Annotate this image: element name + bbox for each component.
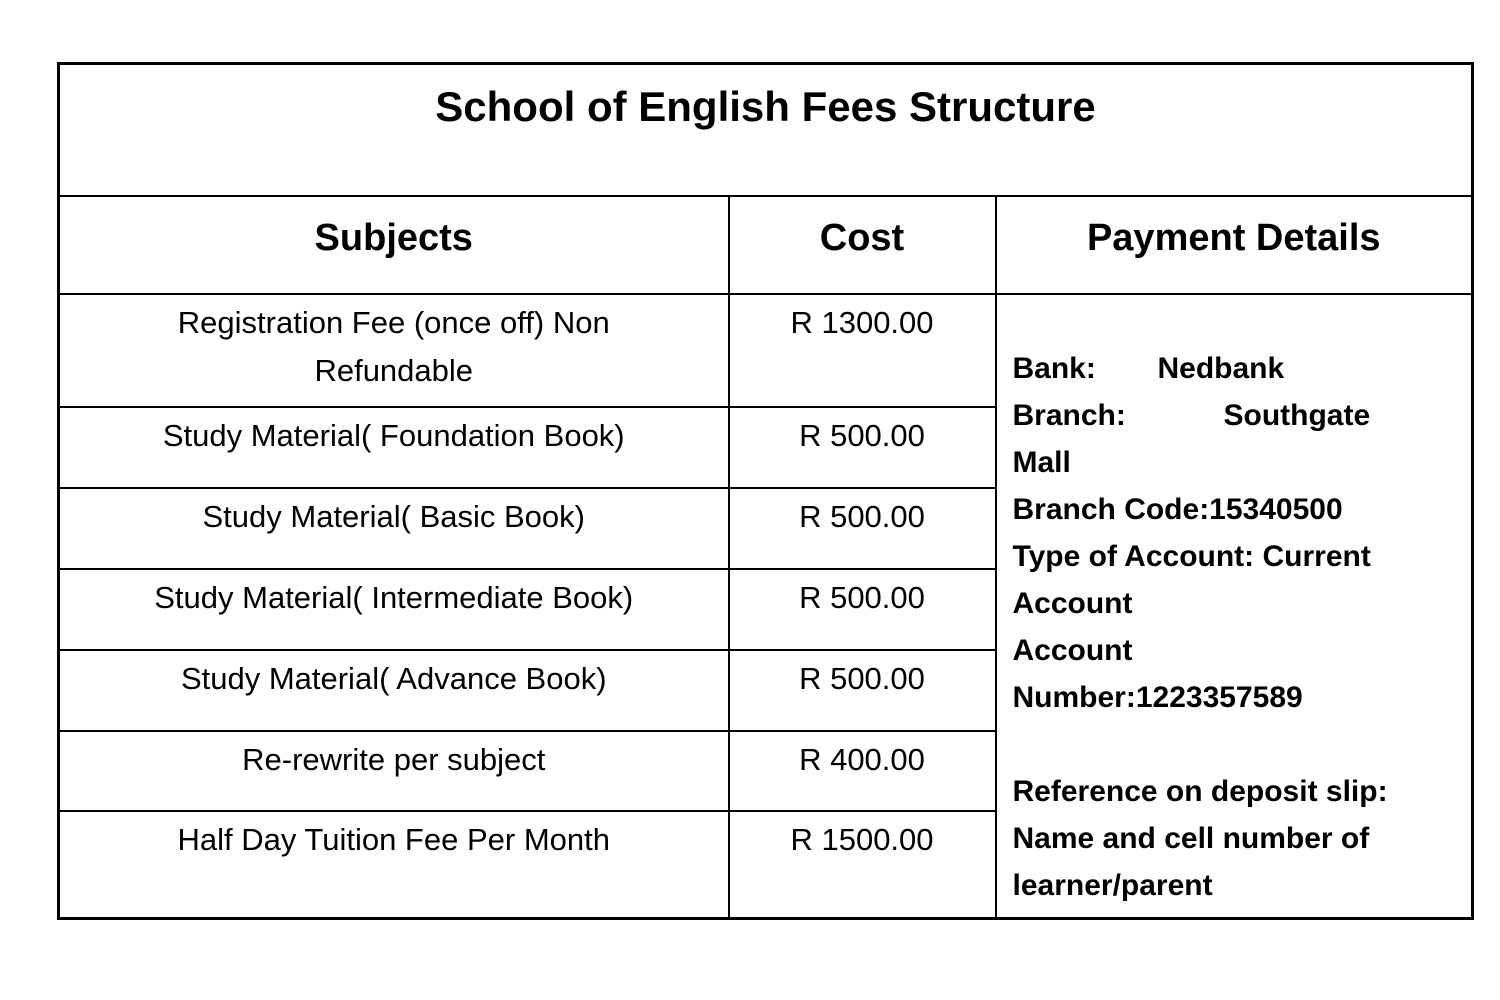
- subject-cell-advance-book: Study Material( Advance Book): [59, 650, 729, 731]
- payment-details-cell: [996, 294, 1473, 919]
- payment-blank-line: [1013, 721, 1462, 768]
- payment-account-number-line-1: Account: [1012, 634, 1133, 667]
- payment-reference-line-1: Reference on deposit slip:: [1012, 775, 1388, 808]
- bank-value: Nedbank: [1157, 352, 1285, 385]
- column-header-payment-details: Payment Details: [996, 196, 1473, 294]
- branch-label: Branch:: [1012, 399, 1126, 432]
- bank-label: Bank:: [1012, 352, 1096, 385]
- payment-reference-line-2: Name and cell number of: [1012, 822, 1370, 855]
- subject-cell-half-day-tuition: Half Day Tuition Fee Per Month: [59, 811, 729, 919]
- payment-bank-line: [1013, 345, 1462, 392]
- fees-table: [57, 62, 1474, 920]
- cost-cell-advance-book: R 500.00: [729, 650, 996, 731]
- payment-branch-code-line: Branch Code:15340500: [1012, 493, 1343, 526]
- title-row: [59, 64, 1473, 197]
- subject-cell-registration-fee: Registration Fee (once off) Non Refundable: [59, 294, 729, 407]
- cost-cell-basic-book: R 500.00: [729, 488, 996, 569]
- payment-branch-wrap-line: Mall: [1012, 446, 1071, 479]
- table-row: [59, 294, 1473, 407]
- column-header-subjects: Subjects: [59, 196, 729, 294]
- cost-cell-foundation-book: R 500.00: [729, 407, 996, 488]
- subject-cell-rewrite: Re-rewrite per subject: [59, 731, 729, 811]
- branch-value: Southgate: [1223, 399, 1371, 432]
- column-header-cost: Cost: [729, 196, 996, 294]
- cost-cell-intermediate-book: R 500.00: [729, 569, 996, 650]
- header-row: [59, 196, 1473, 294]
- payment-reference-line-3: learner/parent: [1012, 869, 1213, 902]
- payment-account-number-line-2: Number:1223357589: [1012, 681, 1303, 714]
- cost-cell-rewrite: R 400.00: [729, 731, 996, 811]
- subject-cell-intermediate-book: Study Material( Intermediate Book): [59, 569, 729, 650]
- cost-cell-registration-fee: R 1300.00: [729, 294, 996, 407]
- subject-cell-basic-book: Study Material( Basic Book): [59, 488, 729, 569]
- subject-cell-foundation-book: Study Material( Foundation Book): [59, 407, 729, 488]
- table-title: School of English Fees Structure: [59, 64, 1473, 197]
- payment-account-type-line-1: Type of Account: Current: [1012, 540, 1371, 573]
- cost-cell-half-day-tuition: R 1500.00: [729, 811, 996, 919]
- payment-branch-line: [1013, 392, 1462, 439]
- payment-account-type-line-2: Account: [1012, 587, 1133, 620]
